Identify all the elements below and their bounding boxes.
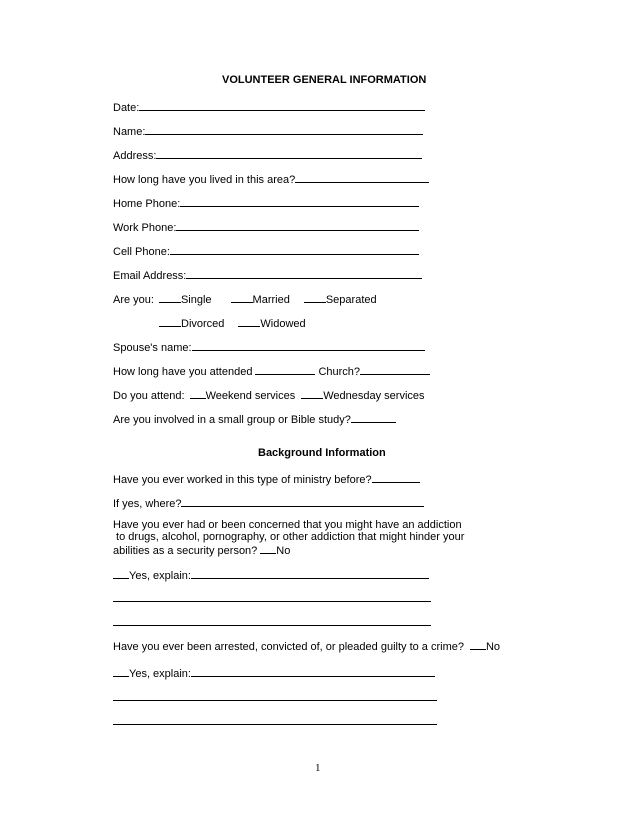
marital-label: Are you:: [113, 294, 154, 306]
arrested-yes-checkbox[interactable]: [113, 665, 129, 677]
marital-status-row-2: [159, 315, 306, 331]
page-title: VOLUNTEER GENERAL INFORMATION: [222, 74, 427, 86]
weekend-checkbox[interactable]: [190, 387, 206, 399]
addiction-explain-blank[interactable]: [191, 567, 429, 579]
small-group-field[interactable]: [113, 411, 396, 427]
name-label: Name:: [113, 126, 146, 138]
addiction-no-checkbox[interactable]: [260, 542, 276, 554]
ministry-before-label: Have you ever worked in this type of ministry before?: [113, 474, 372, 486]
attended-field[interactable]: [113, 363, 430, 379]
spouse-label: Spouse's name:: [113, 342, 192, 354]
addiction-yes-checkbox[interactable]: [113, 567, 129, 579]
email-field[interactable]: [113, 267, 422, 283]
addiction-explain-line-2[interactable]: [113, 601, 431, 602]
single-label: Single: [180, 294, 212, 306]
if-yes-label: If yes, where?: [113, 498, 182, 510]
home-phone-blank[interactable]: [180, 195, 419, 207]
wednesday-checkbox[interactable]: [301, 387, 323, 399]
marital-status-row-1: [113, 291, 377, 307]
address-label: Address:: [113, 150, 157, 162]
home-phone-field[interactable]: [113, 195, 419, 211]
divorced-checkbox[interactable]: [159, 315, 181, 327]
section-title: Background Information: [258, 447, 386, 459]
addiction-question-line-2: to drugs, alcohol, pornography, or other addiction that might hinder your: [113, 531, 465, 543]
arrested-yes-label: Yes, explain:: [129, 668, 191, 680]
page-number: 1: [315, 762, 321, 774]
addiction-no-label: No: [276, 545, 291, 557]
address-field[interactable]: [113, 147, 422, 163]
single-checkbox[interactable]: [159, 291, 181, 303]
church-blank[interactable]: [360, 363, 430, 375]
arrested-yes-field[interactable]: [113, 665, 435, 681]
date-label: Date:: [113, 102, 140, 114]
weekend-label: Weekend services: [205, 390, 296, 402]
spouse-field[interactable]: [113, 339, 425, 355]
attend-services-row: [113, 387, 425, 403]
date-field[interactable]: [113, 99, 425, 115]
if-yes-field[interactable]: [113, 495, 424, 511]
church-label: Church?: [318, 366, 361, 378]
lived-label: How long have you lived in this area?: [113, 174, 296, 186]
separated-checkbox[interactable]: [304, 291, 326, 303]
lived-blank[interactable]: [295, 171, 429, 183]
addiction-yes-field[interactable]: [113, 567, 429, 583]
lived-field[interactable]: [113, 171, 429, 187]
email-label: Email Address:: [113, 270, 187, 282]
attend-label: Do you attend:: [113, 390, 185, 402]
work-phone-label: Work Phone:: [113, 222, 177, 234]
addiction-explain-line-3[interactable]: [113, 625, 431, 626]
if-yes-blank[interactable]: [181, 495, 424, 507]
wednesday-label: Wednesday services: [323, 390, 425, 402]
small-group-blank[interactable]: [351, 411, 396, 423]
date-blank[interactable]: [139, 99, 425, 111]
home-phone-label: Home Phone:: [113, 198, 181, 210]
spouse-blank[interactable]: [192, 339, 425, 351]
attended-label: How long have you attended: [113, 366, 253, 378]
work-phone-blank[interactable]: [176, 219, 419, 231]
name-blank[interactable]: [145, 123, 423, 135]
addiction-yes-label: Yes, explain:: [129, 570, 191, 582]
ministry-before-field[interactable]: [113, 471, 420, 487]
separated-label: Separated: [325, 294, 377, 306]
cell-phone-blank[interactable]: [170, 243, 419, 255]
name-field[interactable]: [113, 123, 423, 139]
addiction-question-end: abilities as a security person?: [113, 545, 258, 557]
arrested-no-label: No: [485, 641, 501, 653]
arrested-explain-blank[interactable]: [191, 665, 435, 677]
widowed-checkbox[interactable]: [238, 315, 260, 327]
arrested-explain-line-2[interactable]: [113, 700, 437, 701]
arrested-explain-line-3[interactable]: [113, 724, 437, 725]
attended-duration-blank[interactable]: [255, 363, 315, 375]
addiction-question-line-3: [113, 542, 290, 558]
cell-phone-field[interactable]: [113, 243, 419, 259]
married-checkbox[interactable]: [231, 291, 253, 303]
widowed-label: Widowed: [260, 318, 306, 330]
divorced-label: Divorced: [181, 318, 225, 330]
address-blank[interactable]: [156, 147, 422, 159]
ministry-before-blank[interactable]: [372, 471, 420, 483]
work-phone-field[interactable]: [113, 219, 419, 235]
addiction-question-line-1: Have you ever had or been concerned that you might have an addiction: [113, 519, 462, 531]
arrested-field: [113, 638, 500, 654]
married-label: Married: [252, 294, 290, 306]
cell-phone-label: Cell Phone:: [113, 246, 170, 258]
small-group-label: Are you involved in a small group or Bible study?: [113, 414, 351, 426]
arrested-label: Have you ever been arrested, convicted of, or pleaded guilty to a crime?: [113, 641, 464, 653]
arrested-no-checkbox[interactable]: [470, 638, 486, 650]
email-blank[interactable]: [186, 267, 422, 279]
